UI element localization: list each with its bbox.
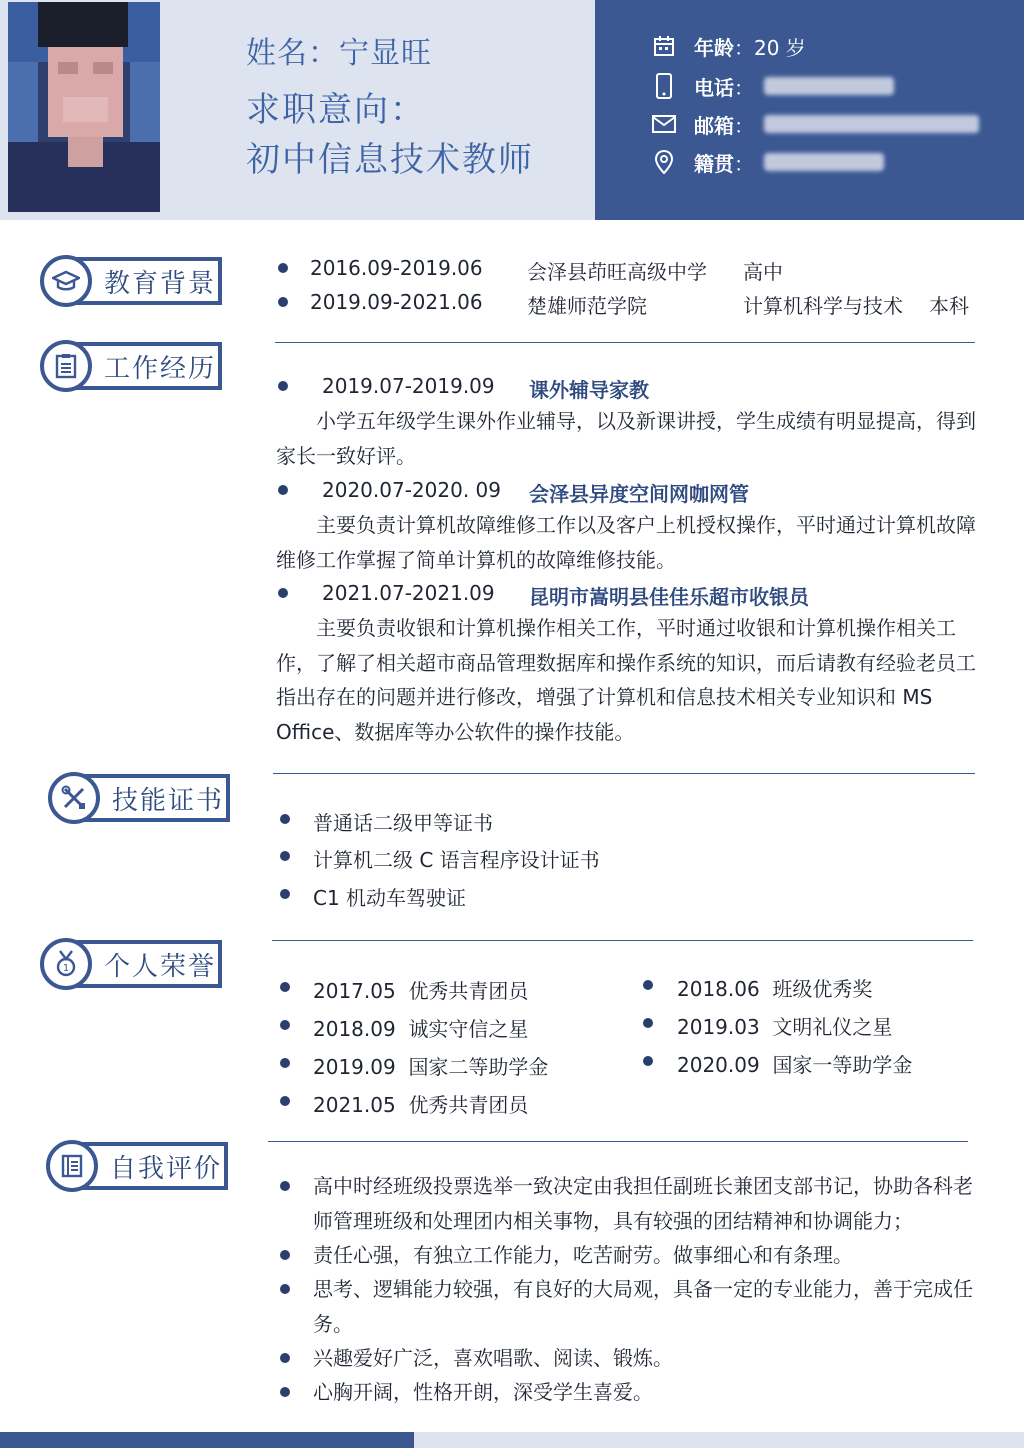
info-hometown	[650, 146, 884, 178]
work-period: 2020.07-2020. 09	[322, 478, 501, 502]
skill-item: 普通话二级甲等证书	[313, 811, 493, 835]
job-intent-value: 初中信息技术教师	[246, 140, 534, 180]
bullet	[280, 1250, 290, 1260]
profile-photo	[8, 2, 160, 212]
honor-item	[677, 973, 872, 1002]
bullet	[280, 1387, 290, 1397]
age-value: ：20 岁	[734, 35, 806, 60]
section-title-education	[40, 255, 216, 307]
honor-date: 2018.06	[677, 977, 760, 1001]
bullet	[280, 814, 290, 824]
honor-item	[677, 1049, 912, 1078]
self-eval-item: 责任心强，有独立工作能力，吃苦耐劳。做事细心和有条理。	[313, 1243, 853, 1267]
skill-item: 计算机二级 C 语言程序设计证书	[313, 848, 600, 872]
work-title: 会泽县异度空间网咖网管	[529, 482, 749, 506]
section-label: 教育背景	[104, 268, 217, 299]
honor-date: 2019.09	[313, 1055, 396, 1079]
info-phone	[650, 70, 894, 102]
bullet	[280, 889, 290, 899]
section-label: 技能证书	[112, 785, 225, 816]
honor-date: 2018.09	[313, 1017, 396, 1041]
work-title: 课外辅导家教	[529, 378, 649, 402]
bullet	[280, 1020, 290, 1030]
candidate-name: 姓名：宁显旺	[246, 36, 432, 71]
divider	[268, 1141, 968, 1142]
section-label: 自我评价	[110, 1153, 223, 1184]
edu-major: 计算机科学与技术	[743, 294, 903, 318]
honor-name: 文明礼仪之星	[772, 1015, 893, 1039]
calendar-icon	[650, 32, 678, 60]
phone-colon: ：	[734, 75, 754, 100]
honor-name: 国家一等助学金	[772, 1053, 913, 1077]
section-title-honors	[40, 938, 216, 990]
self-eval-item: 心胸开阔，性格开朗，深受学生喜爱。	[313, 1380, 653, 1404]
honor-name: 班级优秀奖	[772, 977, 873, 1001]
tools-icon	[48, 772, 100, 824]
honor-item	[313, 1013, 528, 1042]
self-eval-item: 高中时经班级投票选举一致决定由我担任副班长兼团支部书记，协助各科老师管理班级和处理团内相关事物，具有较强的团结精神和协调能力；	[313, 1174, 973, 1233]
edu-school: 楚雄师范学院	[527, 294, 647, 318]
bullet	[280, 1181, 290, 1191]
info-email	[650, 108, 979, 140]
svg-text:1: 1	[62, 963, 70, 974]
section-label: 个人荣誉	[104, 951, 217, 982]
info-age	[650, 30, 806, 62]
honor-item	[313, 1051, 548, 1080]
divider	[275, 342, 975, 343]
email-colon: ：	[734, 113, 754, 138]
email-redacted	[764, 115, 979, 133]
honor-name: 优秀共青团员	[408, 1093, 529, 1117]
bullet	[278, 263, 288, 273]
honor-date: 2020.09	[677, 1053, 760, 1077]
phone-redacted	[764, 77, 894, 95]
bullet	[278, 485, 288, 495]
bullet	[643, 1018, 653, 1028]
edu-degree: 本科	[929, 294, 969, 318]
edu-period: 2019.09-2021.06	[310, 290, 483, 314]
clipboard-icon	[40, 340, 92, 392]
edu-period: 2016.09-2019.06	[310, 256, 483, 280]
section-title-skills	[48, 772, 224, 824]
section-label: 工作经历	[104, 353, 217, 384]
bullet	[278, 297, 288, 307]
section-title-self-eval	[46, 1140, 222, 1192]
honor-date: 2017.05	[313, 979, 396, 1003]
work-description: 小学五年级学生课外作业辅导，以及新课讲授，学生成绩有明显提高，得到家长一致好评。	[276, 409, 976, 468]
age-label: 年龄	[694, 35, 734, 60]
medal-icon	[40, 938, 92, 990]
honor-item	[313, 975, 528, 1004]
job-intent-label: 求职意向：	[246, 90, 426, 130]
bullet	[280, 851, 290, 861]
footer-bar-light	[414, 1432, 1024, 1448]
work-description: 主要负责收银和计算机操作相关工作，平时通过收银和计算机操作相关工作，了解了相关超市商品管理数据库和操作系统的知识，而后请教有经验老员工指出存在的问题并进行修改，增强了计算机和信息技术相关专业知识和 MS Office、数据库等办公软件的操作技能。	[276, 616, 976, 744]
section-title-work	[40, 340, 216, 392]
bullet	[280, 1058, 290, 1068]
location-pin-icon	[650, 148, 678, 176]
honor-name: 诚实守信之星	[408, 1017, 529, 1041]
edu-degree: 高中	[743, 260, 783, 284]
bullet	[280, 1353, 290, 1363]
honor-date: 2021.05	[313, 1093, 396, 1117]
hometown-label: 籍贯	[694, 151, 734, 176]
work-description: 主要负责计算机故障维修工作以及客户上机授权操作，平时通过计算机故障维修工作掌握了简单计算机的故障维修技能。	[276, 513, 976, 572]
bullet	[280, 982, 290, 992]
skill-item: C1 机动车驾驶证	[313, 886, 467, 910]
honor-date: 2019.03	[677, 1015, 760, 1039]
bullet	[280, 1284, 290, 1294]
work-period: 2019.07-2019.09	[322, 374, 495, 398]
phone-label: 电话	[694, 75, 734, 100]
bullet	[280, 1096, 290, 1106]
work-title: 昆明市嵩明县佳佳乐超市收银员	[529, 585, 809, 609]
graduation-cap-icon	[40, 255, 92, 307]
divider	[272, 940, 973, 941]
edu-school: 会泽县茚旺高级中学	[527, 260, 707, 284]
work-period: 2021.07-2021.09	[322, 581, 495, 605]
self-eval-item: 兴趣爱好广泛，喜欢唱歌、阅读、锻炼。	[313, 1346, 673, 1370]
phone-icon	[650, 72, 678, 100]
email-label: 邮箱	[694, 113, 734, 138]
bullet	[278, 588, 288, 598]
mail-icon	[650, 110, 678, 138]
hometown-redacted	[764, 153, 884, 171]
bullet	[278, 381, 288, 391]
bullet	[643, 1056, 653, 1066]
honor-name: 国家二等助学金	[408, 1055, 549, 1079]
honor-item	[677, 1011, 892, 1040]
hometown-colon: ：	[734, 151, 754, 176]
divider	[273, 773, 975, 774]
honor-name: 优秀共青团员	[408, 979, 529, 1003]
self-eval-item: 思考、逻辑能力较强，有良好的大局观，具备一定的专业能力，善于完成任务。	[313, 1277, 973, 1336]
bullet	[643, 980, 653, 990]
honor-item	[313, 1089, 528, 1118]
footer-bar-dark	[0, 1432, 414, 1448]
notebook-icon	[46, 1140, 98, 1192]
